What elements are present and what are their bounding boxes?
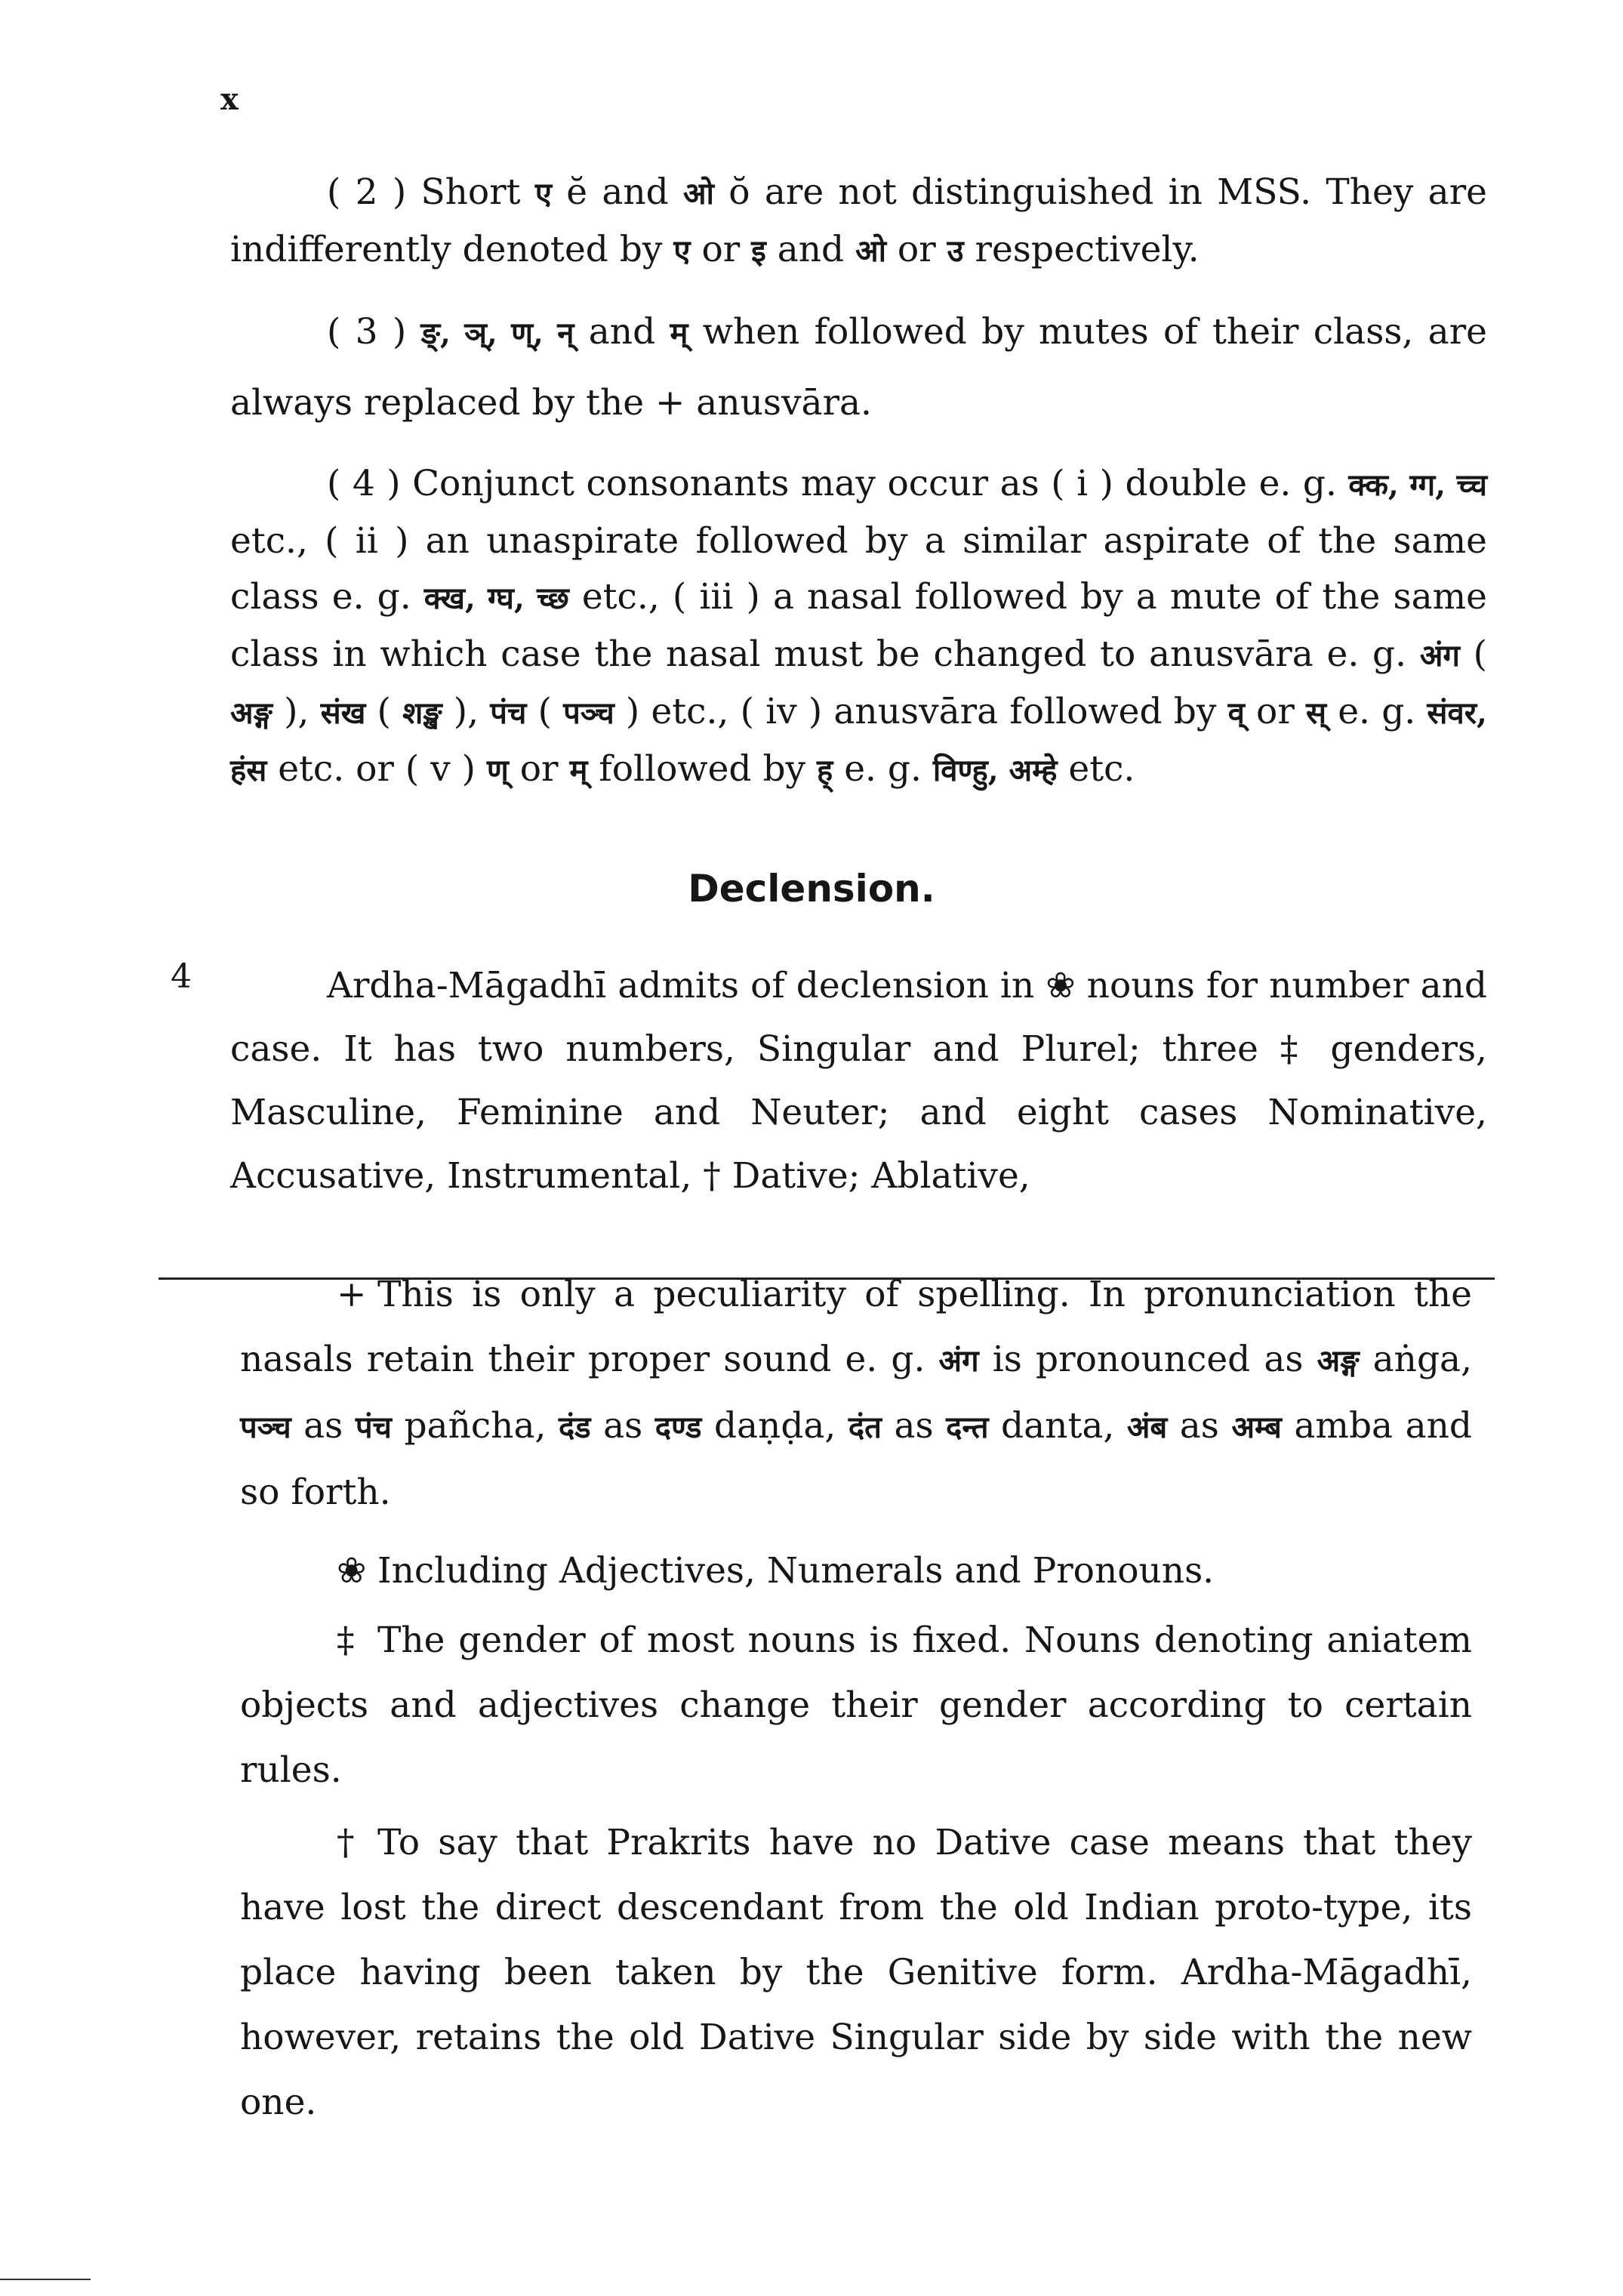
devanagari-text: अंग [938, 1343, 979, 1379]
devanagari-text: ए [534, 176, 552, 211]
footnote-dative: † To say that Prakrits have no Dative case means that they have lost the direct descendant from the old Indian proto-type, its place having been taken by the Genitive form. Ardha-Māgadhī, however, retains the old Dative Singular side by side with the new one. [240, 1811, 1472, 2135]
devanagari-text: अम्ब [1231, 1410, 1282, 1445]
footnote-mark: ‡ [337, 1620, 355, 1661]
footnote-gender: ‡ The gender of most nouns is fixed. Nouns denoting aniatem objects and adjectives change their gender according to certain rules. [240, 1608, 1472, 1803]
devanagari-text: ह् [817, 753, 833, 788]
devanagari-text: ओ [855, 233, 886, 269]
devanagari-text: दण्ड [654, 1410, 702, 1445]
devanagari-text: क्क, ग्ग, च्च [1348, 467, 1487, 503]
devanagari-text: शङ्ख [402, 695, 442, 731]
paragraph-nasals: ( 3 ) ङ्, ञ्, ण्, न् and म् when followed by mutes of their class, are always replaced by the + anusvāra. [230, 311, 1487, 424]
devanagari-text: अङ्ग [1317, 1343, 1360, 1379]
devanagari-text: अङ्ग [230, 695, 273, 731]
footnote-spelling: + This is only a peculiarity of spelling. In pronunciation the nasals retain their proper sound e. g. अंग is pronounced as अङ्ग aṅga, पञ्च as पंच pañcha, दंड as दण्ड daṇḍa, दंत as दन्त danta, अंब as अम्ब amba and so forth. [240, 1262, 1472, 1525]
devanagari-text: दंत [848, 1410, 882, 1445]
devanagari-text: ओ [683, 176, 714, 211]
devanagari-text: पंच [490, 695, 527, 731]
devanagari-text: विण्हु, अम्हे [932, 753, 1058, 788]
devanagari-text: ए [673, 233, 691, 269]
devanagari-text: संख [320, 695, 366, 731]
paragraph-conjunct-consonants: ( 4 ) Conjunct consonants may occur as ( i ) double e. g. क्क, ग्ग, च्च etc., ( ii ) an unaspirate followed by a similar aspirate of the same class e. g. क्ख, ग्घ, च्छ etc., ( iii ) a nasal followed by a mute of the same class in which case the nasal must be changed to anusvāra e. g. अंग ( अङ्ग ), संख ( शङ्ख ), पंच ( पञ्च ) etc., ( iv ) anusvāra followed by व् or स् e. g. संवर, हंस etc. or ( v ) ण् or म् followed by ह् e. g. विण्हु, अम्हे etc. [230, 463, 1488, 790]
margin-paragraph-number: 4 [171, 957, 192, 996]
footnote-mark: ❀ [337, 1550, 367, 1592]
page-bottom-mark [0, 2279, 91, 2280]
devanagari-text: पञ्च [563, 695, 614, 731]
devanagari-text: पंच [355, 1410, 392, 1445]
devanagari-text: उ [947, 233, 964, 269]
footnote-mark: + [337, 1274, 367, 1315]
devanagari-text: व् [1227, 695, 1245, 731]
devanagari-text: स् [1306, 695, 1327, 731]
devanagari-text: इ [751, 233, 766, 269]
paragraph-short-vowels: ( 2 ) Short ए ĕ and ओ ŏ are not distinguished in MSS. They are indifferently denoted by ए or इ and ओ or उ respectively. [230, 171, 1487, 270]
devanagari-text: दंड [558, 1410, 591, 1445]
footnote-mark: † [337, 1822, 355, 1863]
devanagari-text: दन्त [946, 1410, 989, 1445]
devanagari-text: म् [569, 753, 588, 788]
paragraph-declension: Ardha-Māgadhī admits of declension in ❀ nouns for number and case. It has two numbers, Singular and Plurel; three ‡ genders, Masculine, Feminine and Neuter; and eight cases Nominative, Accusative, Instrumental, † Dative; Ablative, [230, 965, 1487, 1197]
devanagari-text: ङ्, ञ्, ण्, न् [420, 316, 574, 351]
devanagari-text: म् [670, 316, 688, 351]
page-number: x [220, 82, 239, 117]
devanagari-text: क्ख, ग्घ, च्छ [423, 581, 569, 616]
devanagari-text: पञ्च [240, 1410, 291, 1445]
footnote-mark: ❀ [1046, 965, 1076, 1006]
devanagari-text: अंग [1419, 638, 1460, 673]
devanagari-text: अंब [1126, 1410, 1168, 1445]
section-heading: Declension. [688, 867, 935, 911]
devanagari-text: संवर, हंस [230, 695, 1487, 788]
footnote-adjectives: ❀ Including Adjectives, Numerals and Pronouns. [240, 1539, 1472, 1604]
devanagari-text: ण् [486, 753, 509, 788]
